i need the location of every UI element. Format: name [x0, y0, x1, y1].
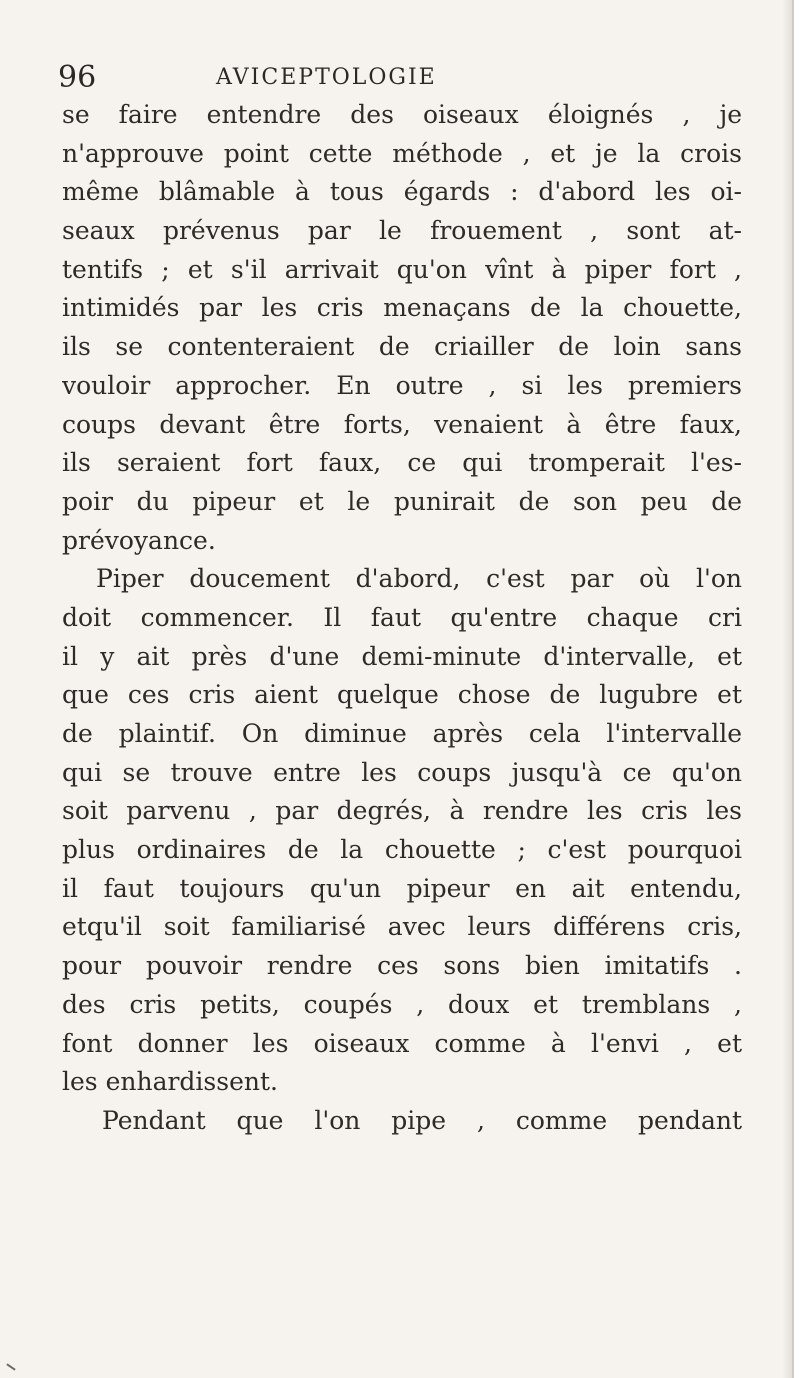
- text-line: de plaintif. On diminue après cela l'intervalle: [62, 719, 742, 748]
- page-mark: [6, 1363, 15, 1370]
- text-line: n'approuve point cette méthode , et je la crois: [62, 138, 742, 168]
- text-line: etqu'il soit familiarisé avec leurs différens cris,: [62, 912, 742, 942]
- text-line: pour pouvoir rendre ces sons bien imitatifs .: [62, 951, 742, 981]
- text-line: que ces cris aient quelque chose de lugubre et: [62, 680, 742, 710]
- text-line: poir du pipeur et le punirait de son peu de: [62, 486, 742, 516]
- text-line: coups devant être forts, venaient à être faux,: [62, 409, 742, 439]
- text-line: intimidés par les cris menaçans de la chouette,: [62, 293, 742, 323]
- text-line: les enhardissent.: [62, 1067, 278, 1097]
- text-line: ils seraient fort faux, ce qui tromperait l'es-: [62, 448, 742, 478]
- text-line: se faire entendre des oiseaux éloignés , je: [62, 100, 742, 129]
- text-line: Pendant que l'on pipe , comme pendant: [102, 1105, 742, 1135]
- text-line: qui se trouve entre les coups jusqu'à ce qu'on: [62, 757, 742, 787]
- text-line: vouloir approcher. En outre , si les premiers: [62, 370, 742, 400]
- text-line: même blâmable à tous égards : d'abord les oi-: [62, 177, 742, 207]
- text-line: Piper doucement d'abord, c'est par où l'on: [96, 564, 742, 594]
- text-line: tentifs ; et s'il arrivait qu'on vînt à piper fort ,: [62, 254, 742, 284]
- text-line: seaux prévenus par le frouement , sont at-: [62, 216, 742, 246]
- page-number: 96: [58, 60, 97, 95]
- text-line: il y ait près d'une demi-minute d'intervalle, et: [62, 641, 742, 671]
- text-line: il faut toujours qu'un pipeur en ait entendu,: [62, 873, 742, 903]
- text-line: font donner les oiseaux comme à l'envi , et: [62, 1028, 742, 1058]
- text-line: doit commencer. Il faut qu'entre chaque cri: [62, 602, 742, 632]
- running-title: AVICEPTOLOGIE: [216, 65, 437, 90]
- text-line: des cris petits, coupés , doux et tremblans ,: [62, 989, 742, 1019]
- running-head: [58, 58, 748, 98]
- body-text: [62, 96, 742, 1141]
- page-edge-shadow: [782, 0, 792, 1378]
- text-line: soit parvenu , par degrés, à rendre les cris les: [62, 796, 742, 826]
- text-line: prévoyance.: [62, 525, 216, 555]
- text-line: plus ordinaires de la chouette ; c'est pourquoi: [62, 835, 742, 865]
- text-line: ils se contenteraient de criailler de loin sans: [62, 332, 742, 362]
